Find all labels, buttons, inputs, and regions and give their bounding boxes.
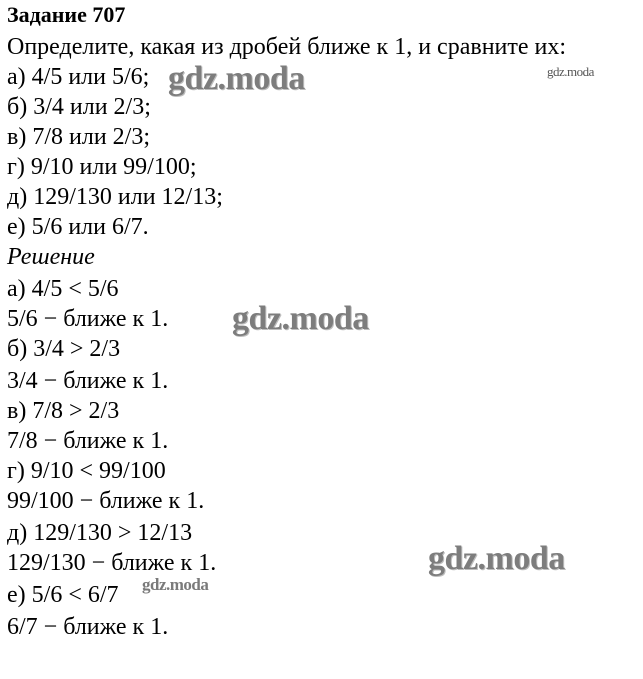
- solution-line: 6/7 − ближе к 1.: [7, 614, 169, 640]
- task-item-g: г) 9/10 или 99/100;: [7, 154, 197, 180]
- task-item-e: е) 5/6 или 6/7.: [7, 214, 149, 240]
- watermark: gdz.moda: [142, 575, 209, 594]
- solution-line: д) 129/130 > 12/13: [7, 520, 193, 546]
- solution-line: 99/100 − ближе к 1.: [7, 488, 205, 514]
- task-item-b: б) 3/4 или 2/3;: [7, 94, 151, 120]
- solution-line: 7/8 − ближе к 1.: [7, 428, 169, 454]
- solution-line: 5/6 − ближе к 1.: [7, 306, 169, 332]
- solution-line: е) 5/6 < 6/7: [7, 582, 119, 608]
- solution-heading: Решение: [7, 244, 95, 270]
- solution-line: б) 3/4 > 2/3: [7, 336, 121, 362]
- watermark: gdz.moda: [168, 60, 305, 97]
- solution-line: 129/130 − ближе к 1.: [7, 550, 217, 576]
- task-item-v: в) 7/8 или 2/3;: [7, 124, 150, 150]
- task-prompt: Определите, какая из дробей ближе к 1, и сравните их:: [7, 34, 567, 60]
- watermark: gdz.moda: [232, 300, 369, 337]
- solution-line: г) 9/10 < 99/100: [7, 458, 166, 484]
- task-item-a: а) 4/5 или 5/6;: [7, 64, 150, 90]
- solution-line: 3/4 − ближе к 1.: [7, 368, 169, 394]
- watermark: gdz.moda: [428, 540, 565, 577]
- watermark: gdz.moda: [547, 64, 594, 79]
- task-title: Задание 707: [7, 2, 126, 27]
- task-item-d: д) 129/130 или 12/13;: [7, 184, 223, 210]
- solution-line: а) 4/5 < 5/6: [7, 276, 119, 302]
- solution-line: в) 7/8 > 2/3: [7, 398, 120, 424]
